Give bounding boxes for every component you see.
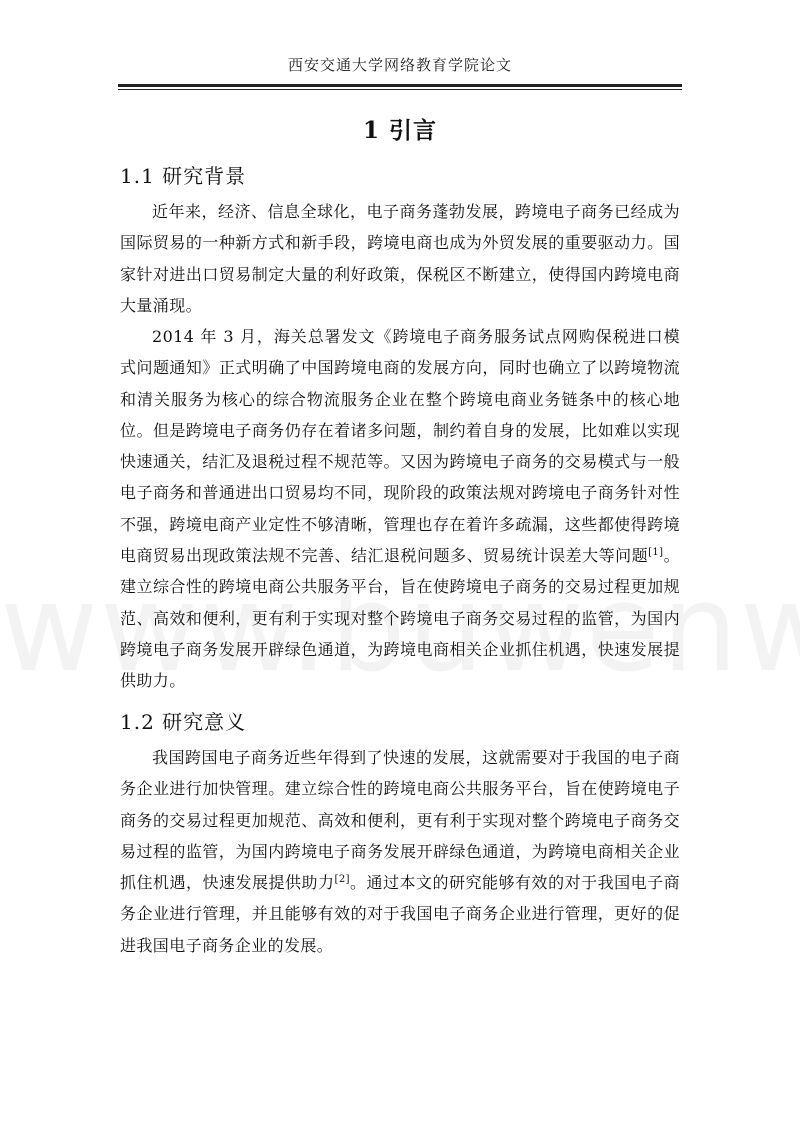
paragraph-text-tail: 。通过本文的研究能够有效的对于我国电子商务企业进行管理，并且能够有效的对于我国电子商务企业进行管理，更好的促进我国电子商务企业的发展。 (120, 873, 680, 955)
paragraph-text: 近年来，经济、信息全球化，电子商务蓬勃发展，跨境电子商务已经成为国际贸易的一种新方式和新手段，跨境电商也成为外贸发展的重要驱动力。国家针对进出口贸易制定大量的利好政策，保税区不断建立，使得国内跨境电商大量涌现。 (120, 202, 680, 315)
paragraph (120, 321, 680, 697)
section-title-1-1: 1.1 研究背景 (120, 164, 247, 188)
paragraph (120, 196, 680, 321)
citation-ref: [1] (648, 547, 664, 559)
citation-ref: [2] (334, 874, 350, 886)
page-header: 西安交通大学网络教育学院论文 (287, 56, 512, 74)
header-rule-thin (118, 89, 682, 90)
header-rule-thick (118, 84, 682, 87)
paragraph-text: 2014 年 3 月，海关总署发文《跨境电子商务服务试点网购保税进口模式问题通知》正式明确了中国跨境电商的发展方向，同时也确立了以跨境物流和清关服务为核心的综合物流服务企业在整个跨境电商业务链条中的核心地位。但是跨境电子商务仍存在着诸多问题，制约着自身的发展，比如难以实现快速通关，结汇及退税过程不规范等。又因为跨境电子商务的交易模式与一般电子商务和普通进出口贸易均不同，现阶段的政策法规对跨境电子商务针对性不强，跨境电商产业定性不够清晰，管理也存在着许多疏漏，这些都使得跨境电商贸易出现政策法规不完善、结汇退税问题多、贸易统计误差大等问题 (120, 327, 680, 566)
chapter-title: 1 引言 (362, 117, 437, 144)
paragraph-text-tail: 。建立综合性的跨境电商公共服务平台，旨在使跨境电子商务的交易过程更加规范、高效和便利，更有利于实现对整个跨境电子商务交易过程的监管，为国内跨境电子商务发展开辟绿色通道，为跨境电商相关企业抓住机遇，快速发展提供助力。 (120, 546, 680, 691)
paragraph-text: 我国跨国电子商务近些年得到了快速的发展，这就需要对于我国的电子商务企业进行加快管理。建立综合性的跨境电商公共服务平台，旨在使跨境电子商务的交易过程更加规范、高效和便利，更有利于实现对整个跨境电子商务交易过程的监管，为国内跨境电子商务发展开辟绿色通道，为跨境电商相关企业抓住机遇，快速发展提供助力 (120, 748, 680, 893)
paragraph (120, 742, 680, 961)
section-title-1-2: 1.2 研究意义 (120, 710, 247, 734)
